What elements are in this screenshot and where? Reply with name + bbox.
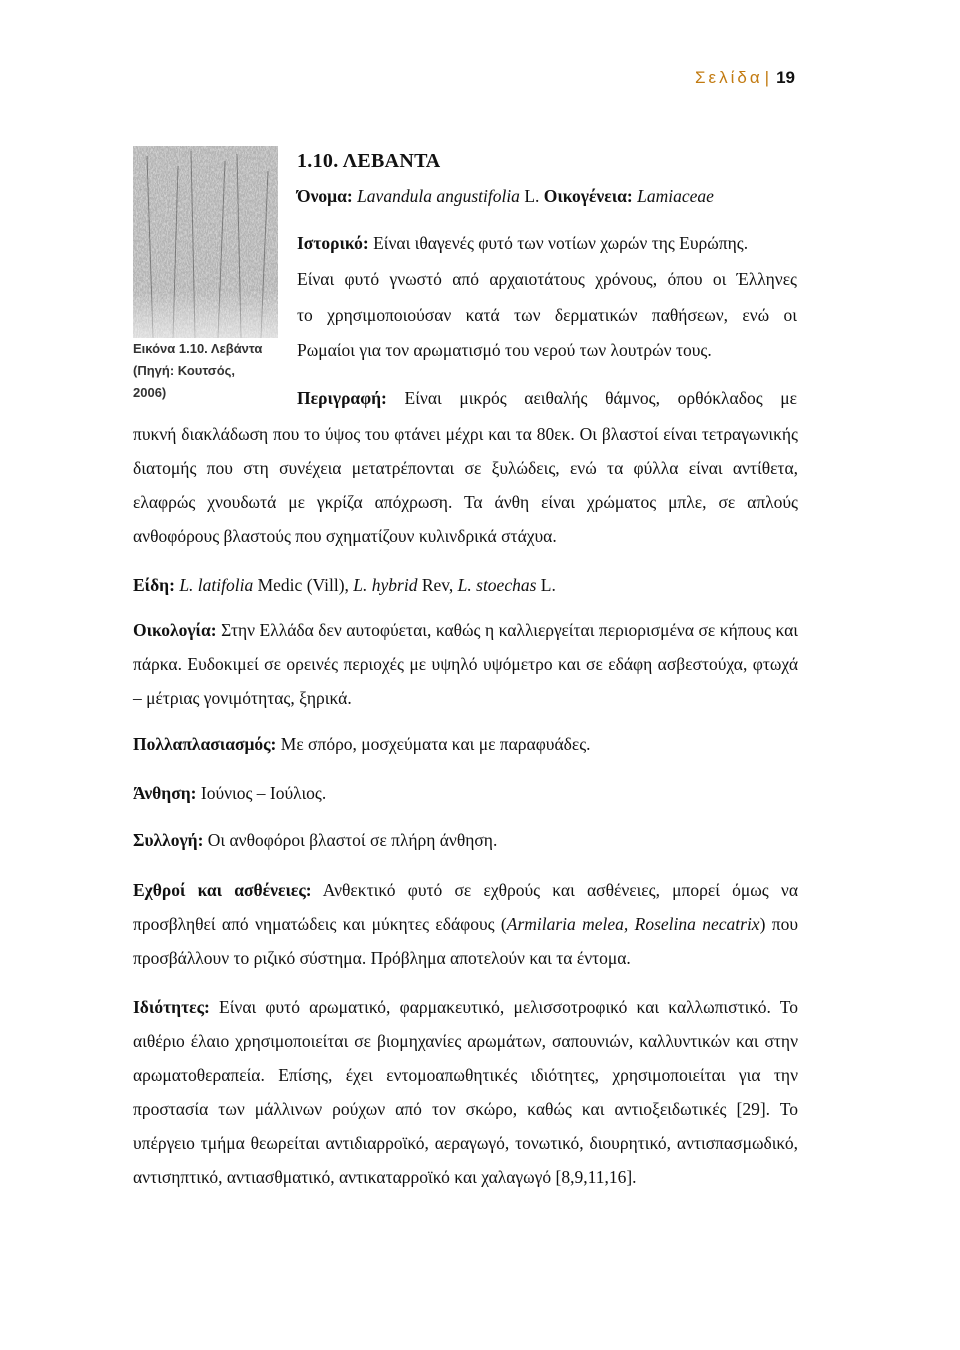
pests-text-1: Ανθεκτικό φυτό σε εχθρούς και ασθένειες, μπορεί όμως να προσβληθεί από νηματώδεις και μύκητες εδάφους (: [133, 880, 798, 934]
lavender-photo: [133, 146, 278, 338]
history-line-2: Είναι φυτό γνωστό από αρχαιοτάτους χρόνους, όπου οι Έλληνες: [297, 269, 797, 289]
properties-label: Ιδιότητες:: [133, 997, 210, 1017]
page-label: Σελίδα: [695, 68, 763, 87]
harvest-label: Συλλογή:: [133, 830, 204, 850]
pests-label: Εχθροί και ασθένειες:: [133, 880, 312, 900]
species-1: L. latifolia: [179, 575, 254, 595]
caption-line-3: 2006): [133, 385, 167, 400]
description-paragraph: πυκνή διακλάδωση που το ύψος του φτάνει μέχρι και τα 80εκ. Οι βλαστοί είναι τετραγωνικής διατομής που στη συνέχεια μετατρέπονται σε ξυλώδεις, ενώ τα φύλλα είναι αντίθετα, ελαφρώς χνουδωτά με γκρίζα απόχρωση. Τα άνθη είναι χρώματος μπλε, σε απλούς ανθοφόρους βλαστούς που σχηματίζουν κυλινδρικά στάχυα.: [133, 424, 798, 546]
ecology-paragraph: [133, 613, 798, 715]
history-text-1: Είναι ιθαγενές φυτό των νοτίων χωρών της Ευρώπης.: [368, 233, 749, 253]
page-number: 19: [776, 68, 795, 87]
page-number-header: [695, 68, 795, 88]
description-text-1: Είναι μικρός αειθαλής θάμνος, ορθόκλαδος με: [386, 388, 797, 408]
section-title: 1.10. ΛΕΒΑΝΤΑ: [297, 150, 441, 172]
description-line-1: [297, 388, 797, 409]
history-line-1: [297, 233, 748, 254]
species-3: L. stoechas: [457, 575, 537, 595]
harvest-line: [133, 830, 497, 851]
history-label: Ιστορικό:: [297, 233, 369, 253]
propagation-label: Πολλαπλασιασμός:: [133, 734, 277, 754]
propagation-line: [133, 734, 591, 755]
history-line-4: Ρωμαίοι για τον αρωματισμό του νερού των λουτρών τους.: [297, 340, 712, 360]
lavender-photo-graphic: [133, 146, 278, 338]
species-author: L.: [519, 186, 544, 206]
pests-text-2: ) που προσβάλλουν το ριζικό σύστημα. Πρόβλημα αποτελούν και τα έντομα.: [133, 914, 799, 968]
species-1-author: Medic (Vill),: [253, 575, 354, 595]
flowering-line: [133, 783, 326, 804]
species-line: [133, 575, 556, 596]
caption-line-1: Εικόνα 1.10. Λεβάντα: [133, 341, 263, 356]
properties-text: Είναι φυτό αρωματικό, φαρμακευτικό, μελισσοτροφικό και καλλωπιστικό. Το αιθέριο έλαιο χρησιμοποιείται σε βιομηχανίες αρωμάτων, σαπουνιών, καλλυντικών και στην αρωματοθεραπεία. Επίσης, έχει εντομοαπωθητικές ιδιότητες, χρησιμοποιείται για την προστασία των μάλλινων ρούχων από τον σκώρο, καθώς και αντιοξειδωτικές [29]. Το υπέργειο τμήμα θεωρείται αντιδιαρροϊκό, αεραγωγό, τονωτικό, διουρητικό, αντισπασμωδικό, αντισηπτικό, αντιασθματικό, αντικαταρροϊκό και χαλαγωγό [8,9,11,16].: [133, 997, 798, 1187]
species-3-author: L.: [536, 575, 556, 595]
description-label: Περιγραφή:: [297, 388, 387, 408]
species-label: Είδη:: [133, 575, 175, 595]
page-separator: |: [764, 68, 773, 87]
species-2: L. hybrid: [353, 575, 418, 595]
family-label: Οικογένεια:: [543, 186, 633, 206]
harvest-text: Οι ανθοφόροι βλαστοί σε πλήρη άνθηση.: [203, 830, 498, 850]
ecology-text: Στην Ελλάδα δεν αυτοφύεται, καθώς η καλλιεργείται περιορισμένα σε κήπους και πάρκα. Ευδοκιμεί σε ορεινές περιοχές με υψηλό υψόμετρο και σε εδάφη ασβεστούχα, φτωχά – μέτριας γονιμότητας, ξηρικά.: [133, 620, 798, 708]
caption-line-2: (Πηγή: Κουτσός,: [133, 363, 236, 378]
species-2-author: Rev,: [417, 575, 458, 595]
pests-italic-species: Armilaria melea, Roselina necatrix: [506, 914, 760, 934]
flowering-text: Ιούνιος – Ιούλιος.: [196, 783, 327, 803]
properties-paragraph: [133, 990, 798, 1194]
ecology-label: Οικολογία:: [133, 620, 217, 640]
species-name: Lavandula angustifolia: [357, 186, 520, 206]
propagation-text: Με σπόρο, μοσχεύματα και με παραφυάδες.: [276, 734, 591, 754]
name-label: Όνομα:: [297, 186, 353, 206]
flowering-label: Άνθηση:: [133, 783, 197, 803]
pests-paragraph: [133, 873, 798, 975]
family-name: Lamiaceae: [632, 186, 714, 206]
history-line-3: το χρησιμοποιούσαν κατά των δερματικών παθήσεων, ενώ οι: [297, 305, 797, 325]
name-line: [297, 186, 714, 207]
figure-caption: [133, 338, 283, 404]
